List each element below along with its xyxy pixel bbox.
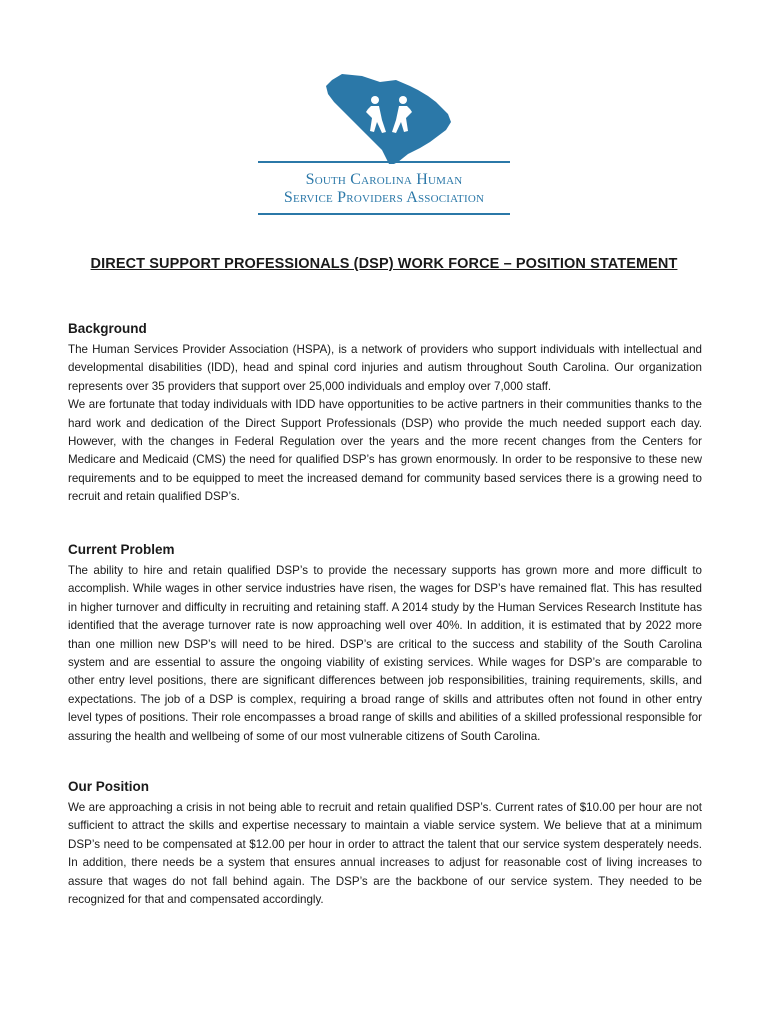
current-problem-heading: Current Problem [68, 542, 175, 557]
background-section [68, 320, 702, 507]
current-problem-paragraph: The ability to hire and retain qualified DSP’s to provide the necessary supports has grown more and more difficult to accomplish. While wages in other service industries have risen, the wages for DSP’s have remained flat. This has resulted in higher turnover and difficulty in recruiting and retaining staff. A 2014 study by the Human Services Research Institute has identified that the average turnover rate is now approaching well over 40%. In addition, it is estimated that by 2022 more than one million new DSP’s will need to be hired. DSP’s are critical to the success and stability of the South Carolina system and are essential to assure the ongoing viability of existing services. While wages for DSP’s are comparable to other entry level positions, there are significant differences between job responsibilities, training requirements, skills, and expectations. The job of a DSP is complex, requiring a broad range of skills and attributes often not found in other entry level types of positions. Their role encompasses a broad range of skills and abilities of a skilled professional responsible for assuring the health and wellbeing of some of our most vulnerable citizens of South Carolina. [68, 564, 702, 743]
our-position-paragraph: We are approaching a crisis in not being able to recruit and retain qualified DSP’s. Current rates of $10.00 per hour are not sufficient to attract the skills and expertise necessary to maintain a viable service system. We believe that at a minimum DSP’s need to be compensated at $12.00 per hour in order to attract the talent that our service system desperately needs. In addition, there needs be a system that ensures annual increases to adjust for reasonable cost of living increases to assure that wages do not fall behind again. The DSP’s are the backbone of our service system. They needed to be recognized for that and compensated accordingly. [68, 801, 702, 907]
our-position-heading: Our Position [68, 779, 149, 794]
background-paragraph-2: We are fortunate that today individuals with IDD have opportunities to be active partners in their communities thanks to the hard work and dedication of the Direct Support Professionals (DSP) who provide the much needed support each day. However, with the changes in Federal Regulation over the years and the more recent changes from the Centers for Medicare and Medicaid (CMS) the need for qualified DSP’s has grown enormously. In order to be responsive to these new requirements and to be equipped to meet the increased demand for community based services there is a growing need to recruit and retain qualified DSP’s. [68, 398, 702, 504]
logo-org-name-line1: South Carolina Human [305, 171, 463, 188]
our-position-section [68, 778, 702, 909]
south-carolina-map-icon [258, 72, 514, 164]
logo-bottom-rule [258, 213, 510, 215]
background-paragraph-1: The Human Services Provider Association (HSPA), is a network of providers who support individuals with intellectual and developmental disabilities (IDD), head and spinal cord injuries and autism throughout South Carolina. Our organization represents over 35 providers that support over 25,000 individuals and employ over 7,000 staff. [68, 343, 702, 393]
background-heading: Background [68, 321, 147, 336]
logo-org-name-line2: Service Providers Association [283, 189, 485, 206]
logo-top-rule [258, 161, 510, 163]
current-problem-section [68, 541, 702, 746]
document-title: DIRECT SUPPORT PROFESSIONALS (DSP) WORK FORCE – POSITION STATEMENT [90, 256, 678, 272]
association-logo [258, 72, 514, 218]
